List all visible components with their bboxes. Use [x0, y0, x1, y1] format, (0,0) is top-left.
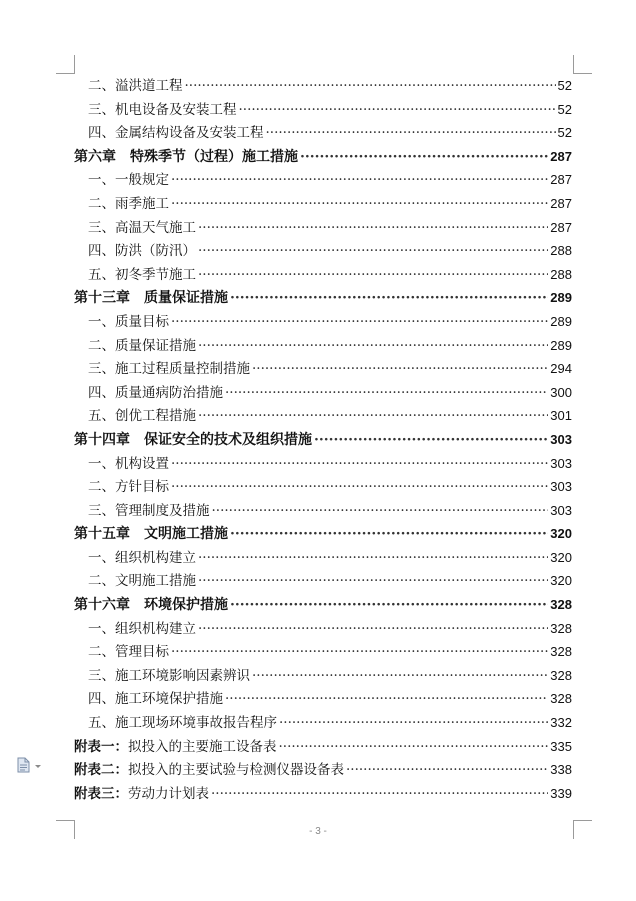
dot-leader — [230, 594, 548, 618]
toc-page-number: 288 — [550, 266, 572, 282]
appendix-title: 劳动力计划表 — [128, 785, 209, 802]
toc-page-number: 303 — [550, 479, 572, 495]
toc-entry-title: 四、质量通病防治措施 — [88, 384, 223, 401]
toc-entry[interactable] — [74, 168, 572, 192]
toc-entry-title: 二、质量保证措施 — [88, 337, 196, 354]
dot-leader — [198, 217, 548, 241]
toc-entry[interactable] — [74, 617, 572, 641]
toc-entry-title: 二、文明施工措施 — [88, 573, 196, 590]
dot-leader — [198, 570, 548, 594]
toc-entry-title: 四、防洪（防汛） — [88, 243, 196, 260]
dot-leader — [171, 476, 548, 500]
chevron-down-icon — [35, 765, 41, 768]
toc-page-number: 287 — [550, 148, 572, 164]
table-of-contents — [74, 74, 572, 805]
toc-page-number: 289 — [550, 313, 572, 329]
dot-leader — [225, 688, 548, 712]
toc-page-number: 287 — [550, 219, 572, 235]
toc-appendix-entry[interactable] — [74, 758, 572, 782]
toc-entry[interactable] — [74, 381, 572, 405]
dot-leader — [212, 500, 549, 524]
toc-page-number: 328 — [550, 644, 572, 660]
dot-leader — [252, 358, 548, 382]
toc-entry-title: 四、金属结构设备及安装工程 — [88, 125, 264, 142]
toc-page-number: 320 — [550, 573, 572, 589]
toc-entry[interactable] — [74, 546, 572, 570]
toc-entry-title — [74, 759, 344, 783]
toc-page-number: 52 — [557, 78, 572, 93]
toc-entry[interactable] — [74, 452, 572, 476]
toc-appendix-entry[interactable] — [74, 735, 572, 759]
crop-mark-top-left — [56, 55, 75, 74]
toc-entry-title: 第十六章 环境保护措施 — [74, 597, 228, 614]
toc-page-number: 328 — [550, 620, 572, 636]
appendix-title: 拟投入的主要施工设备表 — [128, 738, 277, 755]
toc-entry-title: 三、管理制度及措施 — [88, 502, 210, 519]
toc-entry-title: 五、初冬季节施工 — [88, 266, 196, 283]
toc-page-number: 289 — [550, 337, 572, 353]
toc-entry-title: 第十四章 保证安全的技术及组织措施 — [74, 431, 312, 448]
dot-leader — [300, 146, 548, 170]
crop-mark-top-right — [573, 55, 592, 74]
toc-page-number: 287 — [550, 172, 572, 188]
dot-leader — [211, 783, 548, 807]
toc-entry[interactable] — [74, 664, 572, 688]
toc-entry-title: 四、施工环境保护措施 — [88, 691, 223, 708]
dot-leader — [346, 759, 548, 783]
dot-leader — [279, 712, 548, 736]
dot-leader — [252, 665, 548, 689]
toc-entry-title: 第六章 特殊季节（过程）施工措施 — [74, 148, 298, 165]
dot-leader — [171, 193, 548, 217]
toc-entry-title: 二、雨季施工 — [88, 195, 169, 212]
dot-leader — [279, 736, 549, 760]
page-number-footer: - 3 - — [309, 826, 327, 837]
toc-appendix-entry[interactable] — [74, 782, 572, 806]
toc-page-number: 320 — [550, 526, 572, 542]
toc-entry-title: 一、机构设置 — [88, 455, 169, 472]
toc-entry-title: 一、质量目标 — [88, 313, 169, 330]
appendix-label: 附表一： — [74, 738, 128, 755]
toc-entry[interactable] — [74, 216, 572, 240]
toc-page-number: 328 — [550, 691, 572, 707]
toc-page-number: 335 — [550, 738, 572, 754]
toc-page-number: 339 — [550, 785, 572, 801]
toc-entry[interactable] — [74, 711, 572, 735]
toc-entry-title: 三、机电设备及安装工程 — [88, 101, 237, 118]
dot-leader — [314, 429, 548, 453]
toc-entry-title: 三、施工过程质量控制措施 — [88, 361, 250, 378]
toc-entry-title: 三、高温天气施工 — [88, 219, 196, 236]
toc-entry[interactable] — [74, 310, 572, 334]
dot-leader — [230, 523, 548, 547]
appendix-label: 附表三： — [74, 785, 128, 802]
toc-entry[interactable] — [74, 475, 572, 499]
toc-page-number: 328 — [550, 597, 572, 613]
toc-page-number: 289 — [550, 290, 572, 306]
toc-page-number: 303 — [550, 431, 572, 447]
toc-entry-title — [74, 736, 277, 760]
dot-leader — [171, 311, 548, 335]
dot-leader — [198, 405, 548, 429]
dot-leader — [198, 335, 548, 359]
toc-entry[interactable] — [74, 74, 572, 98]
dot-leader — [198, 264, 548, 288]
toc-page-number: 301 — [550, 408, 572, 424]
dot-leader — [185, 75, 556, 99]
toc-entry-title: 三、施工环境影响因素辨识 — [88, 667, 250, 684]
toc-entry-title: 第十五章 文明施工措施 — [74, 526, 228, 543]
dot-leader — [171, 453, 548, 477]
dot-leader — [171, 169, 548, 193]
toc-page-number: 303 — [550, 455, 572, 471]
toc-page-number: 338 — [550, 762, 572, 778]
toc-page-number: 303 — [550, 502, 572, 518]
toc-entry[interactable] — [74, 404, 572, 428]
toc-entry[interactable] — [74, 121, 572, 145]
toc-entry-title: 二、方针目标 — [88, 479, 169, 496]
dot-leader — [198, 547, 548, 571]
toc-page-number: 328 — [550, 667, 572, 683]
toc-entry[interactable] — [74, 687, 572, 711]
toc-chapter-entry[interactable] — [74, 593, 572, 617]
toc-chapter-entry[interactable] — [74, 522, 572, 546]
toc-entry[interactable] — [74, 192, 572, 216]
dot-leader — [225, 382, 548, 406]
toc-entry-title: 一、组织机构建立 — [88, 549, 196, 566]
toc-page-number: 52 — [557, 101, 572, 117]
toc-entry[interactable] — [74, 239, 572, 263]
dot-leader — [198, 618, 548, 642]
toc-entry-title: 二、溢洪道工程 — [88, 78, 183, 94]
toc-entry-title: 二、管理目标 — [88, 644, 169, 661]
toc-entry[interactable] — [74, 98, 572, 122]
toc-entry-title: 五、创优工程措施 — [88, 408, 196, 425]
toc-entry-title: 一、组织机构建立 — [88, 620, 196, 637]
toc-entry[interactable] — [74, 334, 572, 358]
toc-entry[interactable] — [74, 569, 572, 593]
dot-leader — [239, 99, 556, 123]
toc-page-number: 294 — [550, 361, 572, 377]
dot-leader — [198, 240, 548, 264]
toc-chapter-entry[interactable] — [74, 145, 572, 169]
document-icon[interactable] — [16, 757, 46, 773]
toc-entry-title — [74, 783, 209, 807]
toc-entry[interactable] — [74, 357, 572, 381]
toc-entry[interactable] — [74, 640, 572, 664]
toc-entry-title: 一、一般规定 — [88, 172, 169, 189]
toc-entry-title: 第十三章 质量保证措施 — [74, 290, 228, 307]
appendix-title: 拟投入的主要试验与检测仪器设备表 — [128, 762, 344, 779]
dot-leader — [230, 287, 548, 311]
toc-chapter-entry[interactable] — [74, 428, 572, 452]
appendix-label: 附表二： — [74, 762, 128, 779]
toc-chapter-entry[interactable] — [74, 286, 572, 310]
toc-page-number: 288 — [550, 243, 572, 259]
toc-entry[interactable] — [74, 263, 572, 287]
dot-leader — [171, 641, 548, 665]
toc-page-number: 332 — [550, 715, 572, 731]
toc-entry[interactable] — [74, 499, 572, 523]
toc-page-number: 287 — [550, 195, 572, 211]
toc-page-number: 320 — [550, 549, 572, 565]
toc-page-number: 52 — [557, 125, 572, 141]
toc-entry-title: 五、施工现场环境事故报告程序 — [88, 715, 277, 732]
dot-leader — [266, 122, 556, 146]
toc-page-number: 300 — [550, 384, 572, 400]
